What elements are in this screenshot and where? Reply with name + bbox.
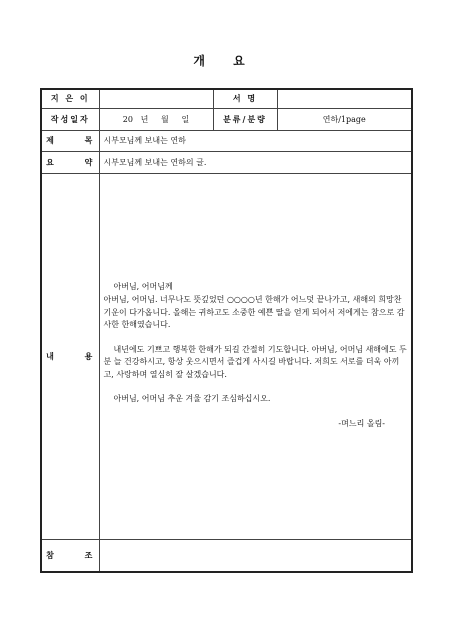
summary-label: 요 약: [41, 151, 99, 173]
subject-field[interactable]: 시부모님께 보내는 연하: [99, 130, 412, 151]
subject-row: [41, 130, 412, 151]
greeting-line: 아버님, 어머님께: [113, 282, 173, 292]
content-row: [41, 173, 412, 539]
content-body[interactable]: [99, 173, 412, 539]
signature-line: -며느리 올림-: [338, 419, 385, 429]
overview-form: [40, 88, 413, 573]
summary-field[interactable]: 시부모님께 보내는 연하의 글.: [99, 151, 412, 173]
date-label: 작성일자: [41, 108, 99, 130]
content-paragraph-3: 아버님, 어머님 추운 겨울 감기 조심하십시오.: [113, 394, 271, 404]
page-title: 개 요: [193, 54, 257, 68]
author-field[interactable]: [99, 89, 213, 108]
summary-row: [41, 151, 412, 173]
author-label: 지 은 이: [41, 89, 99, 108]
subject-label: 제 목: [41, 130, 99, 151]
reference-field[interactable]: [99, 539, 412, 572]
content-paragraph-1: 아버님, 어머님. 너무나도 뜻깊었던 ○○○○년 한해가 어느덧 끝나가고, 새해의 희망찬 기운이 다가옵니다. 올해는 귀하고도 소중한 예쁜 딸을 얻게 되어서 저에게는 참으로 감사한 한해였습니다.: [103, 294, 405, 330]
content-label: 내 용: [41, 173, 99, 539]
date-row: [41, 108, 412, 130]
category-field[interactable]: 연하/1page: [277, 108, 412, 130]
reference-label: 참 조: [41, 539, 99, 572]
author-row: [41, 89, 412, 108]
content-paragraph-2: 내년에도 기쁘고 행복한 한해가 되길 간절히 기도합니다. 아버님, 어머님 새해에도 두 분 늘 건강하시고, 항상 웃으시면서 즐겁게 사시길 바랍니다. 저희도 서로를 더욱 아끼고, 사랑하며 열심히 잘 살겠습니다.: [103, 344, 407, 379]
reference-row: [41, 539, 412, 572]
signature-field[interactable]: [277, 89, 412, 108]
category-label: 분류/분량: [213, 108, 277, 130]
signature-label: 서 명: [213, 89, 277, 108]
date-field[interactable]: 20 년 월 일: [99, 108, 213, 130]
